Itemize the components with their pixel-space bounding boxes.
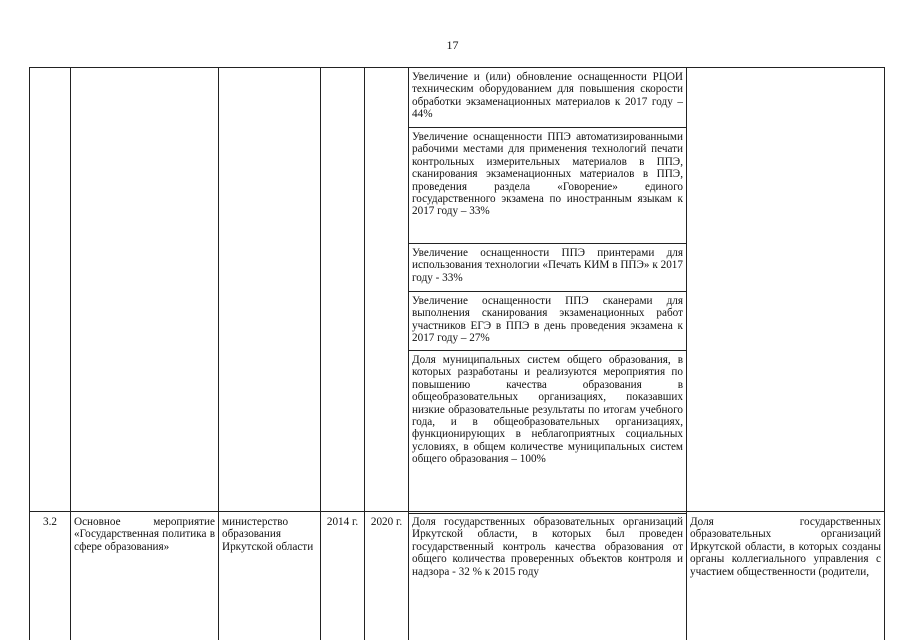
activity-name: Основное мероприятие «Государственная политика в сфере образования» [74, 516, 215, 553]
indicator-state-control: Доля государственных образовательных организаций Иркутской области, в которых был проведен государственный контроль качества образования от общего количества проверенных объектов контроля и надзора - 32 % к 2015 году [412, 516, 683, 578]
executor: министерство образования Иркутской области [222, 516, 314, 553]
indicator-municipal-systems: Доля муниципальных систем общего образования, в которых разработаны и реализуются мероприятия по повышению качества образования в общеобразовательных организациях, показавших низкие образовательные результаты по итогам учебного года, и в общеобразовательных организациях, функционирующих в неблагоприятных социальных условиях, в общем количестве муниципальных систем общего образования – 100% [412, 354, 683, 466]
indicator-rcoi-equipment: Увеличение и (или) обновление оснащенности РЦОИ техническим оборудованием для повышения скорости обработки экзаменационных материалов к 2017 году – 44% [412, 71, 683, 121]
indicator-ppe-workstations: Увеличение оснащенности ППЭ автоматизированными рабочими местами для применения технологий печати контрольных измерительных материалов в ППЭ, сканирования экзаменационных материалов в ППЭ, проведения раздела «Говорение» единого государственного экзамена по иностранным языкам к 2017 году – 33% [412, 131, 683, 218]
row-number: 3.2 [43, 516, 57, 528]
indicator-ppe-printers: Увеличение оснащенности ППЭ принтерами для использования технологии «Печать КИМ в ППЭ» к 2017 году - 33% [412, 247, 683, 284]
indicator-ppe-scanners: Увеличение оснащенности ППЭ сканерами для выполнения сканирования экзаменационных работ участников ЕГЭ в ППЭ в день проведения экзамена к 2017 году – 27% [412, 295, 683, 345]
page-number: 17 [446, 38, 459, 52]
expected-result: Доля государственных образовательных организаций Иркутской области, в которых созданы органы коллегиального управления с участием общественности (родители, [690, 516, 881, 578]
start-year: 2014 г. [326, 516, 359, 528]
end-year: 2020 г. [370, 516, 403, 528]
